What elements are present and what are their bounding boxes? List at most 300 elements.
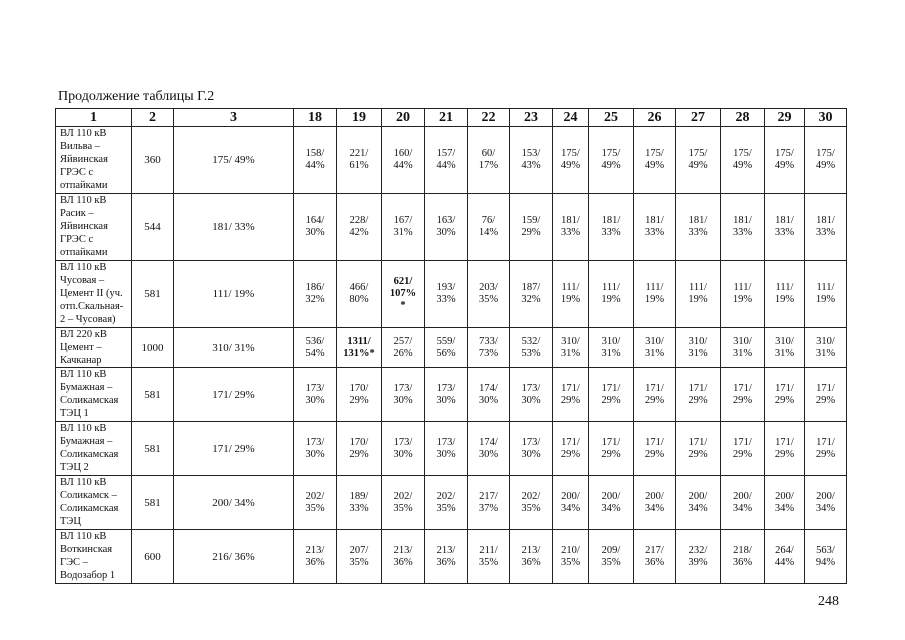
column-header: 3 [174, 109, 294, 127]
load-value: 34% [601, 502, 621, 514]
load-cell [676, 368, 721, 422]
load-value: 29% [774, 394, 795, 406]
load-value: 209/ [601, 544, 621, 556]
line-name-text: Соликамская [60, 395, 119, 406]
load-value: 30% [478, 448, 499, 460]
load-value: 213/ [393, 544, 413, 556]
load-value: 175/ [816, 148, 835, 159]
load-cell [382, 422, 425, 476]
capacity-cell: 581 [132, 261, 174, 328]
load-value: 33% [349, 502, 369, 514]
load-cell [294, 261, 337, 328]
line-name-text: Соликамская [60, 449, 119, 460]
load-value: 221/ [349, 148, 369, 159]
table-row [56, 422, 847, 476]
load-value: 29% [815, 394, 836, 406]
line-name-text: ГРЭС с [60, 167, 94, 178]
load-value: 181/ [645, 215, 664, 226]
column-header: 29 [765, 109, 805, 127]
load-value: 111/ [645, 282, 664, 293]
capacity-cell: 581 [132, 422, 174, 476]
load-value: 35% [521, 502, 541, 514]
load-cell [382, 261, 425, 328]
line-name-text: Качканар [60, 355, 102, 366]
load-cell [634, 261, 676, 328]
load-value: 30% [393, 448, 413, 460]
column-header: 30 [805, 109, 847, 127]
load-cell [765, 476, 805, 530]
load-value: 29% [560, 394, 581, 406]
load-value: 213/ [305, 544, 325, 556]
load-value: 19% [774, 294, 795, 305]
load-cell [765, 328, 805, 368]
column-header: 23 [510, 109, 553, 127]
load-value: 14% [478, 227, 499, 238]
load-value: 35% [436, 502, 456, 514]
table-row [56, 368, 847, 422]
load-cell [805, 194, 847, 261]
load-value: 559/ [436, 335, 456, 347]
load-value: 563/ [816, 544, 835, 556]
load-cell [634, 368, 676, 422]
load-value: 49% [688, 160, 708, 171]
load-value: 35% [349, 556, 369, 568]
line-name-text: Яйвинская [60, 154, 108, 165]
load-value: 228/ [349, 215, 369, 226]
line-name-cell [56, 422, 132, 476]
load-value: 60/ [481, 148, 496, 159]
load-value: 181/ [561, 215, 580, 226]
load-value: 257/ [393, 335, 413, 347]
load-value: 26% [393, 347, 413, 359]
column-header: 26 [634, 109, 676, 127]
load-value: 43% [521, 160, 541, 171]
load-cell [468, 194, 510, 261]
load-cell [721, 422, 765, 476]
capacity-cell: 600 [132, 530, 174, 584]
line-name-text: Чусовая – [60, 275, 105, 286]
load-value: 36% [436, 556, 456, 568]
load-value: 171/ [688, 436, 708, 448]
load-cell [676, 328, 721, 368]
load-value: 171/ [733, 382, 752, 394]
line-name-text: отпайками [60, 247, 108, 258]
load-cell [721, 368, 765, 422]
load-cell [510, 422, 553, 476]
load-cell [589, 530, 634, 584]
load-cell [468, 476, 510, 530]
load-value: 171/ [775, 436, 794, 448]
load-cell [337, 368, 382, 422]
load-value: 160/ [393, 148, 413, 159]
load-value: 31% [815, 347, 836, 359]
load-cell [382, 194, 425, 261]
line-name-text: ВЛ 220 кВ [60, 329, 107, 340]
load-cell [337, 328, 382, 368]
line-name-cell [56, 476, 132, 530]
line-name-text: ВЛ 110 кВ [60, 531, 107, 542]
load-value: 30% [305, 394, 325, 406]
table-row [56, 476, 847, 530]
load-value: 30% [305, 448, 325, 460]
load-value: 174/ [479, 436, 498, 448]
load-value: 61% [349, 160, 369, 171]
load-value: 29% [774, 448, 795, 460]
load-value: 171/ [645, 436, 664, 448]
load-cell [589, 328, 634, 368]
line-name-text: 2 – Чусовая) [60, 314, 116, 325]
column-header: 28 [721, 109, 765, 127]
load-value: 111/ [816, 282, 835, 293]
load-value: 49% [732, 160, 753, 171]
load-value: 181/ [775, 215, 794, 226]
load-cell [425, 476, 468, 530]
load-value: 202/ [436, 490, 456, 502]
base-load-cell: 181/ 33% [174, 194, 294, 261]
line-name-text: ВЛ 110 кВ [60, 128, 107, 139]
load-cell [553, 127, 589, 194]
load-value: 170/ [349, 382, 369, 394]
load-cell [553, 368, 589, 422]
load-value: 171/ [816, 436, 835, 448]
load-value: 171/ [561, 436, 580, 448]
load-value: 35% [393, 502, 413, 514]
load-value: 49% [815, 160, 836, 171]
load-cell [294, 530, 337, 584]
load-value: 1311/ [347, 335, 371, 347]
load-value: 173/ [305, 382, 325, 394]
load-value: 44% [774, 556, 795, 568]
load-value: 30% [478, 394, 499, 406]
load-cell [337, 261, 382, 328]
load-value: 171/ [733, 436, 752, 448]
load-cell [589, 261, 634, 328]
line-name-text: Воткинская [60, 544, 113, 555]
load-cell [553, 530, 589, 584]
load-value: 19% [815, 294, 836, 305]
load-cell [589, 194, 634, 261]
load-cell [337, 476, 382, 530]
line-name-text: отп.Скальная- [60, 301, 124, 312]
line-name-text: Расик – [60, 208, 94, 219]
load-cell [721, 476, 765, 530]
load-cell [425, 261, 468, 328]
load-value: 111/ [602, 282, 620, 293]
capacity-cell: 581 [132, 368, 174, 422]
load-cell [765, 422, 805, 476]
load-value: 187/ [521, 282, 541, 293]
load-cell [676, 530, 721, 584]
table-row [56, 194, 847, 261]
load-cell [634, 194, 676, 261]
load-cell [510, 194, 553, 261]
load-cell [294, 476, 337, 530]
load-value: 173/ [436, 436, 456, 448]
load-value: 31% [393, 227, 413, 238]
load-value: 158/ [305, 148, 325, 159]
page-number: 248 [818, 594, 839, 609]
load-value: 107% [389, 288, 417, 299]
line-name-text: отпайками [60, 180, 108, 191]
load-value: 36% [393, 556, 413, 568]
load-value: 53% [521, 347, 541, 359]
load-value: 264/ [775, 544, 794, 556]
line-name-text: ТЭЦ [60, 516, 81, 527]
line-name-text: Водозабор 1 [60, 570, 116, 581]
load-value: 49% [601, 160, 621, 171]
load-cell [337, 422, 382, 476]
load-value: 33% [601, 227, 621, 238]
load-value: 29% [644, 448, 665, 460]
load-value: 17% [478, 160, 499, 171]
load-value: 111/ [775, 282, 794, 293]
load-cell [765, 127, 805, 194]
line-name-text: ГРЭС с [60, 234, 94, 245]
load-cell [425, 194, 468, 261]
load-cell [634, 328, 676, 368]
base-load-cell: 171/ 29% [174, 422, 294, 476]
load-cell [805, 422, 847, 476]
line-name-cell [56, 368, 132, 422]
load-value: 173/ [521, 436, 541, 448]
table-row [56, 261, 847, 328]
load-value: 31% [732, 347, 753, 359]
load-cell [337, 530, 382, 584]
line-name-text: ТЭЦ 2 [60, 462, 89, 473]
load-value: 131%* [343, 347, 375, 359]
base-load-cell: 310/ 31% [174, 328, 294, 368]
load-value: 33% [815, 227, 836, 238]
load-value: 49% [644, 160, 665, 171]
line-name-text: ВЛ 110 кВ [60, 477, 107, 488]
load-value: 536/ [305, 335, 325, 347]
load-value: 200/ [645, 490, 664, 502]
load-cell [337, 194, 382, 261]
load-value: 213/ [436, 544, 456, 556]
load-cell [382, 476, 425, 530]
load-value: 36% [521, 556, 541, 568]
load-cell [337, 127, 382, 194]
load-value: 202/ [521, 490, 541, 502]
load-value: 44% [305, 160, 325, 171]
load-cell [510, 476, 553, 530]
load-value: 181/ [601, 215, 621, 226]
load-value: 33% [732, 227, 753, 238]
load-value: 36% [305, 556, 325, 568]
load-cell [805, 530, 847, 584]
load-value: 39% [688, 556, 708, 568]
load-value: 175/ [601, 148, 621, 159]
load-cell [425, 328, 468, 368]
load-value: 200/ [561, 490, 580, 502]
load-value: 310/ [645, 335, 664, 347]
load-value: 207/ [349, 544, 369, 556]
load-value: 29% [560, 448, 581, 460]
load-value: 73% [478, 347, 499, 359]
load-value: 30% [436, 448, 456, 460]
load-cell [634, 476, 676, 530]
load-cell [805, 476, 847, 530]
load-value: 157/ [436, 148, 456, 159]
load-cell [805, 261, 847, 328]
load-cell [468, 328, 510, 368]
load-cell [721, 530, 765, 584]
load-value: 35% [305, 502, 325, 514]
load-value: 29% [521, 227, 541, 238]
load-cell [468, 530, 510, 584]
load-value: 33% [774, 227, 795, 238]
load-value: 171/ [645, 382, 664, 394]
base-load-cell: 200/ 34% [174, 476, 294, 530]
load-value: 29% [349, 394, 369, 406]
table-body [56, 127, 847, 584]
load-cell [805, 368, 847, 422]
load-value: 35% [478, 294, 499, 305]
load-cell [510, 127, 553, 194]
load-cell [468, 261, 510, 328]
load-value: 94% [815, 556, 836, 568]
load-value: 171/ [816, 382, 835, 394]
load-value: 30% [393, 394, 413, 406]
load-cell [510, 261, 553, 328]
load-cell [294, 422, 337, 476]
load-value: 200/ [688, 490, 708, 502]
load-value: 211/ [479, 544, 498, 556]
load-cell [425, 127, 468, 194]
load-value: 173/ [393, 382, 413, 394]
load-value: 29% [644, 394, 665, 406]
load-value: 170/ [349, 436, 369, 448]
load-cell [765, 194, 805, 261]
column-header: 20 [382, 109, 425, 127]
load-cell [589, 127, 634, 194]
load-value: 175/ [561, 148, 580, 159]
base-load-cell: 111/ 19% [174, 261, 294, 328]
load-value: 44% [393, 160, 413, 171]
load-value: 175/ [688, 148, 708, 159]
column-header: 27 [676, 109, 721, 127]
load-value: 310/ [733, 335, 752, 347]
load-value: 186/ [305, 282, 325, 293]
load-cell [382, 530, 425, 584]
load-value: 200/ [733, 490, 752, 502]
load-cell [294, 328, 337, 368]
load-value: 171/ [775, 382, 794, 394]
load-cell [553, 422, 589, 476]
load-value: 733/ [479, 335, 498, 347]
load-cell [589, 368, 634, 422]
load-cell [510, 328, 553, 368]
load-value: 34% [560, 502, 581, 514]
load-cell [294, 194, 337, 261]
line-name-text: ГЭС – [60, 557, 88, 568]
load-value: 164/ [305, 215, 325, 226]
load-value: 29% [732, 448, 753, 460]
line-name-cell [56, 127, 132, 194]
load-value: 217/ [645, 544, 664, 556]
column-header: 18 [294, 109, 337, 127]
load-value: 31% [644, 347, 665, 359]
column-header: 19 [337, 109, 382, 127]
load-value: 310/ [601, 335, 621, 347]
load-cell [425, 422, 468, 476]
load-value: * [400, 300, 406, 311]
load-value: 80% [349, 294, 369, 305]
load-value: 34% [644, 502, 665, 514]
load-value: 217/ [479, 490, 498, 502]
load-value: 34% [688, 502, 708, 514]
load-value: 30% [436, 227, 456, 238]
load-cell [765, 368, 805, 422]
load-value: 30% [305, 227, 325, 238]
capacity-cell: 581 [132, 476, 174, 530]
load-value: 34% [732, 502, 753, 514]
load-value: 33% [644, 227, 665, 238]
line-name-text: Соликамская [60, 503, 119, 514]
load-value: 310/ [816, 335, 835, 347]
column-header: 22 [468, 109, 510, 127]
load-value: 175/ [775, 148, 794, 159]
load-value: 111/ [733, 282, 752, 293]
load-value: 19% [560, 294, 581, 305]
load-value: 56% [436, 347, 456, 359]
load-value: 175/ [645, 148, 664, 159]
line-name-text: Яйвинская [60, 221, 108, 232]
load-value: 232/ [688, 544, 708, 556]
capacity-cell: 360 [132, 127, 174, 194]
load-value: 19% [644, 294, 665, 305]
load-value: 181/ [733, 215, 752, 226]
load-value: 173/ [393, 436, 413, 448]
load-value: 35% [560, 556, 581, 568]
load-cell [294, 127, 337, 194]
line-name-cell [56, 261, 132, 328]
load-value: 19% [732, 294, 753, 305]
load-value: 33% [560, 227, 581, 238]
column-header: 24 [553, 109, 589, 127]
load-cell [589, 476, 634, 530]
load-value: 213/ [521, 544, 541, 556]
column-header: 1 [56, 109, 132, 127]
load-value: 31% [601, 347, 621, 359]
load-cell [676, 476, 721, 530]
load-value: 32% [305, 294, 325, 305]
line-name-text: ВЛ 110 кВ [60, 423, 107, 434]
load-cell [468, 368, 510, 422]
load-value: 29% [815, 448, 836, 460]
load-value: 189/ [349, 490, 369, 502]
load-value: 32% [521, 294, 541, 305]
load-cell [721, 127, 765, 194]
capacity-cell: 1000 [132, 328, 174, 368]
load-cell [510, 530, 553, 584]
line-name-cell [56, 328, 132, 368]
table-row [56, 328, 847, 368]
load-value: 111/ [561, 282, 580, 293]
load-value: 76/ [481, 215, 496, 226]
load-value: 30% [436, 394, 456, 406]
load-value: 200/ [601, 490, 621, 502]
load-value: 159/ [521, 215, 541, 226]
load-value: 37% [478, 502, 499, 514]
load-value: 54% [305, 347, 325, 359]
load-value: 111/ [689, 282, 707, 293]
load-value: 167/ [393, 215, 413, 226]
load-cell [676, 127, 721, 194]
load-cell [589, 422, 634, 476]
load-value: 173/ [436, 382, 456, 394]
line-name-text: Цемент – [60, 342, 102, 353]
